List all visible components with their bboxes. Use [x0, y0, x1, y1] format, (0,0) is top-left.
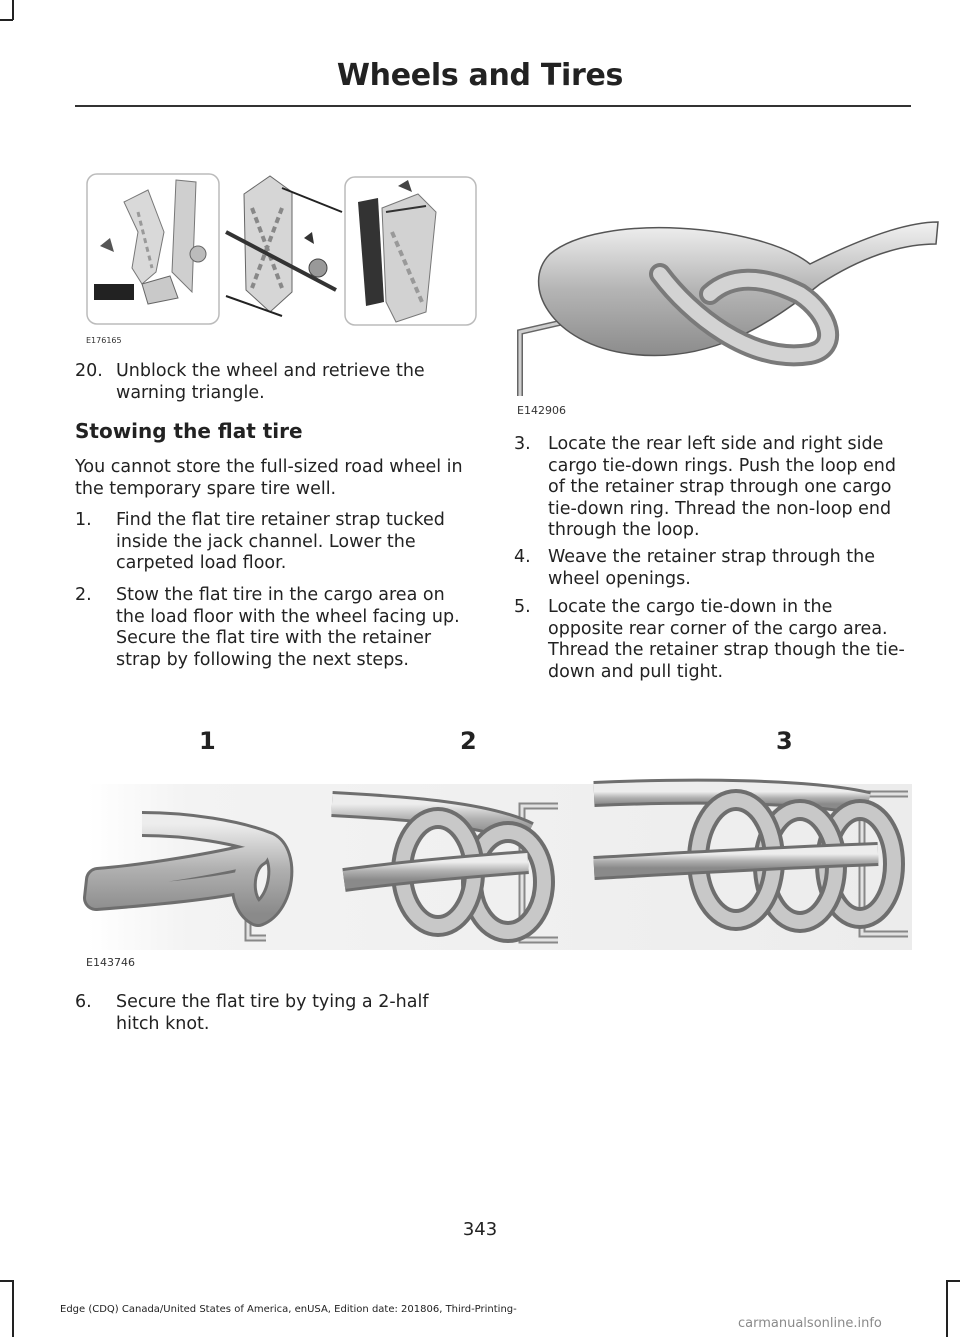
- crop-mark: [12, 1280, 14, 1337]
- figure-code: E143746: [86, 956, 135, 969]
- step-number: 1.: [75, 510, 92, 530]
- step-2: [75, 585, 475, 671]
- step-number: 3.: [514, 434, 531, 454]
- step-4: [514, 547, 910, 590]
- step-text: Find the flat tire retainer strap tucked inside the jack channel. Lower the carpeted load floor.: [116, 510, 445, 573]
- crop-mark: [946, 1280, 948, 1337]
- step-5: [514, 597, 910, 683]
- step-text: Weave the retainer strap through the wheel openings.: [548, 547, 875, 589]
- step-1: [75, 510, 470, 575]
- edition-footer: Edge (CDQ) Canada/United States of America, enUSA, Edition date: 201806, Third-Printing-: [60, 1304, 517, 1315]
- knot-step-label-3: 3: [776, 727, 793, 755]
- knot-sequence-illustration: [88, 784, 912, 950]
- step-3: [514, 434, 910, 542]
- step-20: [75, 361, 470, 404]
- page-number: 343: [462, 1219, 498, 1240]
- step-text: Stow the flat tire in the cargo area on the load floor with the wheel facing up. Secure the flat tire with the retainer strap by following the next steps.: [116, 585, 460, 670]
- figure-code: E176165: [86, 336, 122, 345]
- step-text: Locate the rear left side and right side cargo tie-down rings. Push the loop end of the retainer strap through one cargo tie-down ring. Thread the non-loop end through the loop.: [548, 434, 897, 540]
- step-number: 20.: [75, 361, 103, 381]
- crop-mark: [0, 1280, 13, 1282]
- crop-mark: [0, 19, 13, 21]
- jack-illustration: [86, 172, 478, 328]
- crop-mark: [12, 0, 14, 20]
- step-text: Secure the flat tire by tying a 2-half hitch knot.: [116, 992, 429, 1034]
- strap-loop-illustration: [510, 214, 940, 404]
- step-number: 2.: [75, 585, 92, 605]
- crop-mark: [947, 1280, 960, 1282]
- step-text: Locate the cargo tie-down in the opposite rear corner of the cargo area. Thread the retainer strap though the tie-down and pull tight.: [548, 597, 905, 682]
- step-number: 5.: [514, 597, 531, 617]
- header-divider: [75, 105, 911, 107]
- intro-paragraph: You cannot store the full-sized road wheel in the temporary spare tire well.: [75, 457, 463, 499]
- watermark: carmanualsonline.info: [738, 1316, 882, 1331]
- section-heading: Stowing the flat tire: [75, 419, 303, 443]
- knot-step-label-2: 2: [460, 727, 477, 755]
- step-number: 4.: [514, 547, 531, 567]
- step-number: 6.: [75, 992, 92, 1012]
- step-text: Unblock the wheel and retrieve the warning triangle.: [116, 361, 425, 403]
- figure-code: E142906: [517, 404, 566, 417]
- page-title: Wheels and Tires: [336, 58, 624, 93]
- step-6: [75, 992, 470, 1035]
- knot-step-label-1: 1: [199, 727, 216, 755]
